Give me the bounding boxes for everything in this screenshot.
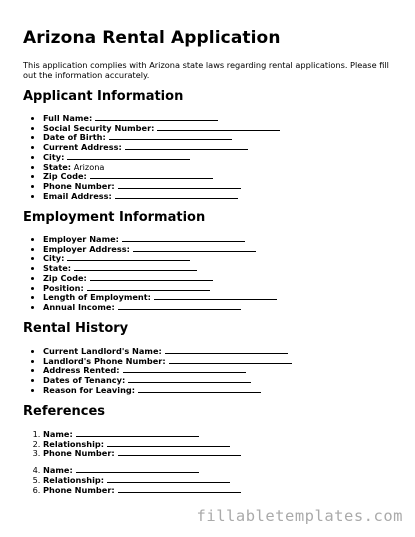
address-rented-label: Address Rented: [43,365,120,376]
employer-name-field[interactable] [122,240,245,242]
ssn-label: Social Security Number: [43,122,155,133]
ref-relationship-label: Relationship: [43,474,105,485]
intro-text: This application complies with Arizona state laws regarding rental applications. Please fill out the information accurately. [23,60,389,80]
ref-phone-label: Phone Number: [43,484,115,495]
current-address-item [43,143,280,153]
ref-phone-label: Phone Number: [43,448,115,459]
ref-phone-item [43,449,241,459]
position-label: Position: [43,282,84,293]
ref-2-relationship-field[interactable] [107,481,230,483]
ref-name-label: Name: [43,465,73,476]
emp-zip-field[interactable] [90,279,213,281]
employer-address-field[interactable] [133,250,256,252]
length-field[interactable] [154,298,277,300]
state-value: Arizona [73,161,105,172]
employment-list [23,235,277,313]
reason-label: Reason for Leaving: [43,384,136,395]
rental-list [23,347,292,396]
ref-2-name-field[interactable] [76,471,199,473]
landlord-phone-label: Landlord's Phone Number: [43,355,166,366]
ref-1-phone-field[interactable] [118,454,241,456]
phone-label: Phone Number: [43,180,115,191]
employer-name-label: Employer Name: [43,234,119,244]
references-heading: References [23,404,106,419]
employer-address-label: Employer Address: [43,243,130,254]
current-address-label: Current Address: [43,142,122,153]
ref-2-phone-field[interactable] [118,491,241,493]
email-item [43,192,280,202]
phone-field[interactable] [118,187,241,189]
rental-heading: Rental History [23,321,129,336]
reason-field[interactable] [138,391,261,393]
emp-zip-label: Zip Code: [43,272,87,283]
applicant-heading: Applicant Information [23,89,184,104]
income-item [43,303,277,313]
ssn-field[interactable] [157,129,280,131]
dates-label: Dates of Tenancy: [43,375,126,386]
address-rented-field[interactable] [123,371,246,373]
position-field[interactable] [87,289,210,291]
ref-name-label: Name: [43,429,73,439]
dob-label: Date of Birth: [43,132,106,143]
zip-label: Zip Code: [43,171,87,182]
dates-field[interactable] [128,381,251,383]
full-name-label: Full Name: [43,113,93,123]
reason-item [43,386,292,396]
emp-city-item [43,254,277,264]
zip-field[interactable] [90,177,213,179]
current-address-field[interactable] [125,148,248,150]
income-field[interactable] [118,308,241,310]
ref-1-name-field[interactable] [76,435,199,437]
ref-relationship-label: Relationship: [43,438,105,449]
income-label: Annual Income: [43,301,115,312]
references-list [23,430,241,495]
employer-address-item [43,245,277,255]
state-label: State: [43,161,72,172]
employment-heading: Employment Information [23,210,206,225]
landlord-phone-field[interactable] [169,362,292,364]
full-name-field[interactable] [95,119,218,121]
email-field[interactable] [115,197,238,199]
landlord-name-field[interactable] [165,352,288,354]
ref-phone-item [43,486,241,496]
emp-city-field[interactable] [67,259,190,261]
landlord-name-label: Current Landlord's Name: [43,346,162,356]
emp-state-field[interactable] [74,269,197,271]
length-label: Length of Employment: [43,292,151,303]
email-label: Email Address: [43,190,112,201]
city-label: City: [43,151,65,162]
ref-1-relationship-field[interactable] [107,445,230,447]
watermark-text: fillabletemplates.com [196,507,403,525]
applicant-list [23,114,280,201]
dob-field[interactable] [109,138,232,140]
emp-city-label: City: [43,253,65,264]
page-title: Arizona Rental Application [23,28,281,48]
city-field[interactable] [67,158,190,160]
emp-state-label: State: [43,263,72,274]
